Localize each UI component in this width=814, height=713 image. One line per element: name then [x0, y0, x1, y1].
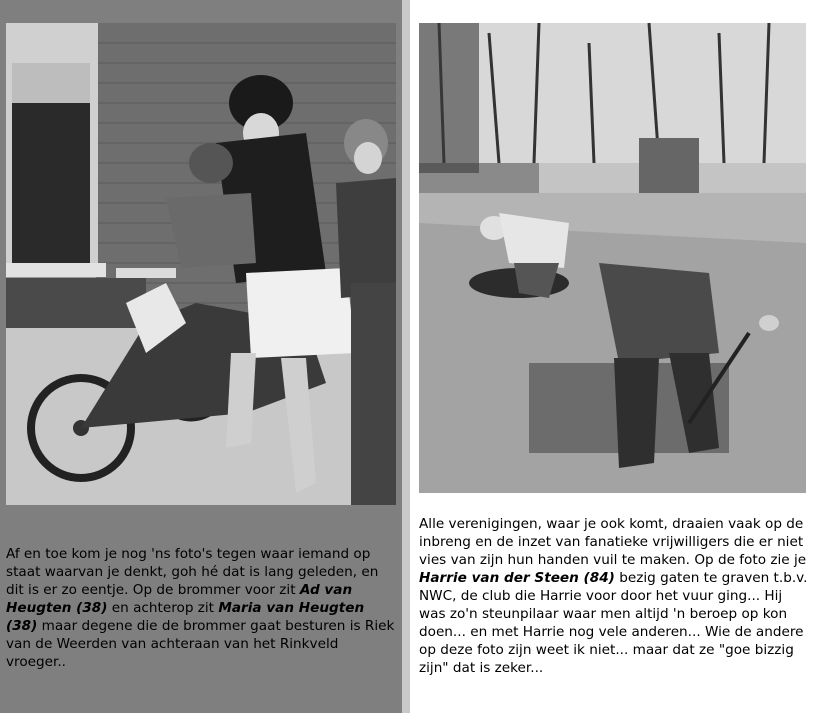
digging-photo: [419, 23, 806, 493]
right-panel: [410, 0, 814, 713]
caption-name: Ad van Heugten (38): [6, 582, 353, 616]
moped-photo: [6, 23, 396, 505]
caption-name: Maria van Heugten (38): [6, 600, 365, 634]
digging-caption: [419, 515, 811, 677]
caption-text: Af en toe kom je nog 'ns foto's tegen waar iemand op staat waarvan je denkt, goh hé dat is lang geleden, en dit is er zo eentje. Op de brommer voor zit: [6, 546, 379, 598]
caption-text: maar degene die de brommer gaat besturen is Riek van de Weerden van achteraan van het Rinkveld vroeger..: [6, 618, 395, 670]
panel-divider: [402, 0, 410, 713]
moped-caption: [6, 545, 398, 671]
caption-name: Harrie van der Steen (84): [419, 570, 615, 586]
caption-text: Alle verenigingen, waar je ook komt, draaien vaak op de inbreng en de inzet van fanatieke vrijwilligers die er niet vies van zijn hun handen vuil te maken. Op de foto zie je: [419, 516, 807, 568]
left-panel: [0, 0, 402, 713]
caption-text: en achterop zit: [107, 600, 219, 616]
caption-text: bezig gaten te graven t.b.v. NWC, de club die Harrie voor door het vuur ging... Hij was zo'n steunpilaar waar men altijd 'n beroep op kon doen... en met Harrie nog vele anderen... Wie de andere op deze foto zijn weet ik niet... maar dat ze "goe bizzig zijn" dat is zeker...: [419, 570, 808, 676]
